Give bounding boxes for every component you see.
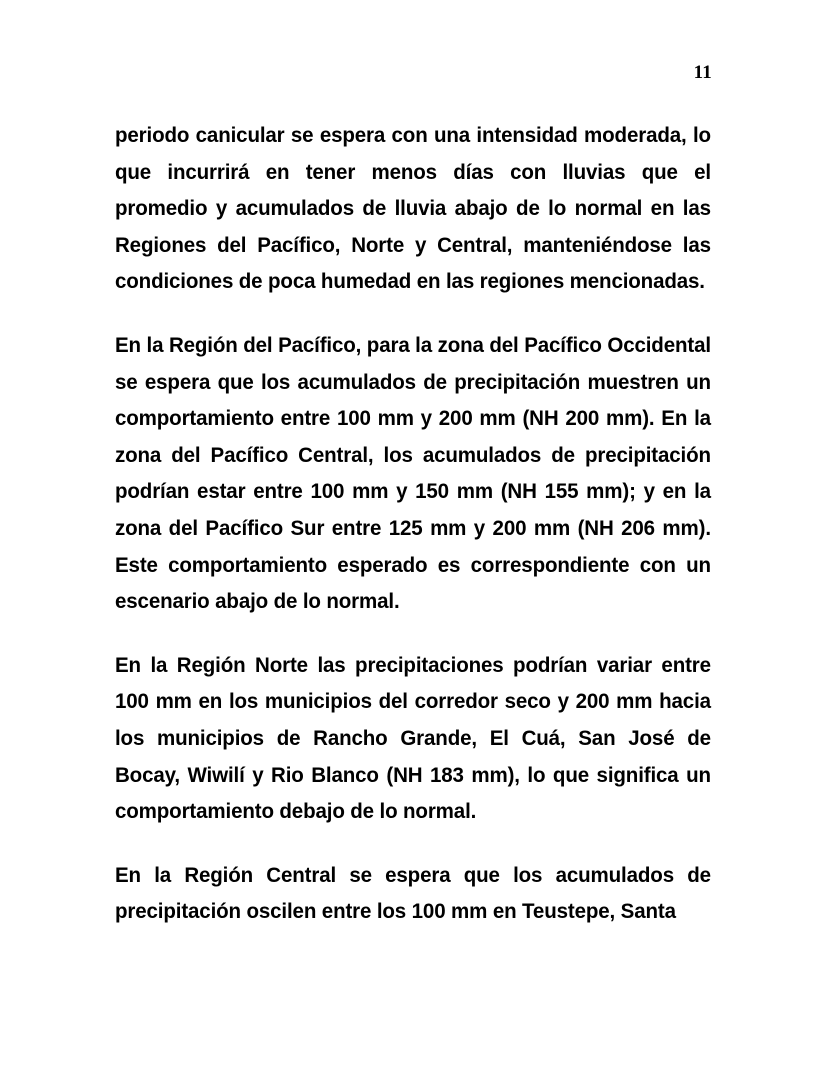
body-text-column <box>115 117 711 930</box>
paragraph-4: En la Región Central se espera que los acumulados de precipitación oscilen entre los 100 mm en Teustepe, Santa <box>115 862 711 924</box>
page-number: 11 <box>693 62 712 83</box>
paragraph-3: En la Región Norte las precipitaciones podrían variar entre 100 mm en los municipios del corredor seco y 200 mm hacia los municipios de Rancho Grande, El Cuá, San José de Bocay, Wiwilí y Rio Blanco (NH 183 mm), lo que significa un comportamiento debajo de lo normal. <box>115 652 711 824</box>
paragraph-2: En la Región del Pacífico, para la zona del Pacífico Occidental se espera que los acumulados de precipitación muestren un comportamiento entre 100 mm y 200 mm (NH 200 mm). En la zona del Pacífico Central, los acumulados de precipitación podrían estar entre 100 mm y 150 mm (NH 155 mm); y en la zona del Pacífico Sur entre 125 mm y 200 mm (NH 206 mm). Este comportamiento esperado es correspondiente con un escenario abajo de lo normal. <box>115 332 711 614</box>
paragraph-1: periodo canicular se espera con una intensidad moderada, lo que incurrirá en tener menos días con lluvias que el promedio y acumulados de lluvia abajo de lo normal en las Regiones del Pacífico, Norte y Central, manteniéndose las condiciones de poca humedad en las regiones mencionadas. <box>115 123 711 294</box>
